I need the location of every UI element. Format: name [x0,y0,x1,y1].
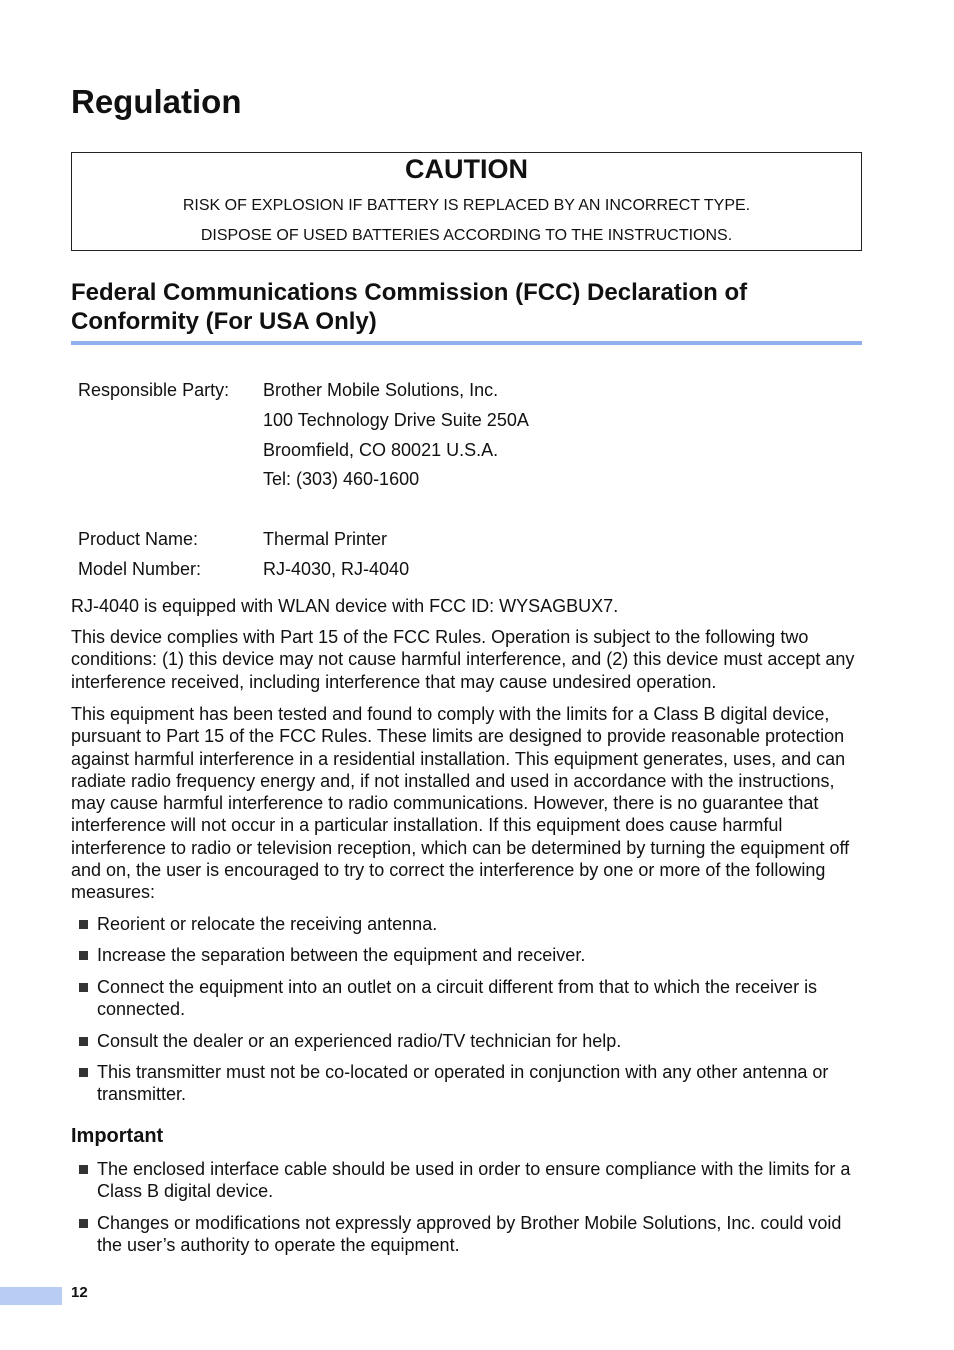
list-item: Connect the equipment into an outlet on a circuit different from that to which the receiver is connected. [79,976,862,1021]
bullet-square-icon [79,951,88,960]
wlan-paragraph: RJ-4040 is equipped with WLAN device with FCC ID: WYSAGBUX7. [71,596,619,616]
responsible-party-line: Broomfield, CO 80021 U.S.A. [263,440,499,460]
bullet-square-icon [79,920,88,929]
list-item: Increase the separation between the equipment and receiver. [79,944,862,966]
product-name-label: Product Name: [78,529,199,549]
page-title: Regulation [71,83,242,120]
compliance-paragraph: This device complies with Part 15 of the FCC Rules. Operation is subject to the following two conditions: (1) this device may not cause harmful interference, and (2) this device must accept any interference received, including interference that may cause undesired operation. [71,627,855,692]
bullet-square-icon [79,983,88,992]
bullet-square-icon [79,1037,88,1046]
fcc-section-title: Federal Communications Commission (FCC) Declaration of Conformity (For USA Only) [71,279,748,335]
responsible-party-label: Responsible Party: [78,380,230,400]
caution-title: CAUTION [405,154,528,184]
responsible-party-line: Brother Mobile Solutions, Inc. [263,380,499,400]
model-number-label: Model Number: [78,559,202,579]
bullet-square-icon [79,1068,88,1077]
list-item: Reorient or relocate the receiving antenna. [79,913,862,935]
bullet-square-icon [79,1165,88,1174]
section-divider [71,341,862,345]
list-item: Consult the dealer or an experienced radio/TV technician for help. [79,1030,862,1052]
class-b-paragraph: This equipment has been tested and found to comply with the limits for a Class B digital device, pursuant to Part 15 of the FCC Rules. These limits are designed to provide reasonable protection against harmful interference in a residential installation. This equipment generates, uses, and can radiate radio frequency energy and, if not installed and used in accordance with the instructions, may cause harmful interference to radio communications. However, there is no guarantee that interference will not occur in a particular installation. If this equipment does cause harmful interference to radio or television reception, which can be determined by turning the equipment off and on, the user is encouraged to try to correct the interference by one or more of the following measures: [71,704,850,903]
responsible-party-line: Tel: (303) 460-1600 [263,469,420,489]
caution-box [71,152,862,251]
page-number: 12 [71,1284,88,1301]
model-number-value: RJ-4030, RJ-4040 [263,559,410,579]
caution-line-2: DISPOSE OF USED BATTERIES ACCORDING TO THE INSTRUCTIONS. [200,227,733,244]
list-item: This transmitter must not be co-located or operated in conjunction with any other antenna or transmitter. [79,1061,862,1106]
bullet-square-icon [79,1219,88,1228]
footer-accent-bar [0,1287,62,1305]
responsible-party-line: 100 Technology Drive Suite 250A [263,410,529,430]
caution-line-1: RISK OF EXPLOSION IF BATTERY IS REPLACED BY AN INCORRECT TYPE. [182,197,751,214]
list-item: Changes or modifications not expressly approved by Brother Mobile Solutions, Inc. could void the user’s authority to operate the equipment. [79,1212,862,1257]
product-name-value: Thermal Printer [263,529,388,549]
list-item: The enclosed interface cable should be used in order to ensure compliance with the limits for a Class B digital device. [79,1158,862,1203]
important-heading: Important [71,1125,164,1147]
